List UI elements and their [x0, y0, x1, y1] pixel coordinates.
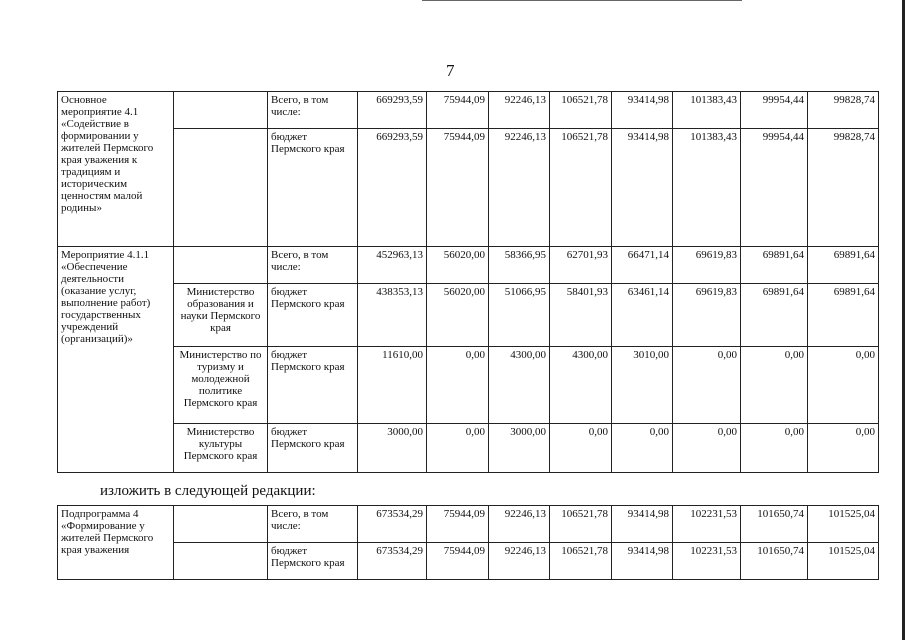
value-cell: 673534,29 — [358, 543, 427, 580]
value-cell: 4300,00 — [489, 347, 550, 424]
value-cell: 99828,74 — [808, 92, 879, 129]
source-cell: бюджет Пермского края — [268, 543, 358, 580]
table-row — [58, 506, 879, 543]
table-row — [58, 247, 879, 284]
subprogram-label: Подпрограмма 4 «Формирование у жителей Пермского края уважения — [58, 506, 174, 580]
value-cell: 102231,53 — [673, 506, 741, 543]
value-cell: 69891,64 — [808, 247, 879, 284]
source-cell: бюджет Пермского края — [268, 129, 358, 247]
source-cell: бюджет Пермского края — [268, 284, 358, 347]
value-cell: 0,00 — [427, 424, 489, 473]
value-cell: 93414,98 — [612, 92, 673, 129]
table-row — [58, 347, 879, 424]
value-cell: 106521,78 — [550, 92, 612, 129]
program-label: Основное мероприятие 4.1 «Содействие в формировании у жителей Пермского края уважения к традициям и историческим ценностям малой родины» — [58, 92, 174, 247]
value-cell: 99954,44 — [741, 129, 808, 247]
value-cell: 673534,29 — [358, 506, 427, 543]
value-cell: 101650,74 — [741, 506, 808, 543]
value-cell: 75944,09 — [427, 129, 489, 247]
org-cell: Министерство по туризму и молодежной политике Пермского края — [174, 347, 268, 424]
table-row — [58, 284, 879, 347]
value-cell: 56020,00 — [427, 247, 489, 284]
org-cell — [174, 543, 268, 580]
value-cell: 106521,78 — [550, 543, 612, 580]
value-cell: 93414,98 — [612, 129, 673, 247]
source-cell: Всего, в том числе: — [268, 506, 358, 543]
value-cell: 56020,00 — [427, 284, 489, 347]
org-cell: Министерство культуры Пермского края — [174, 424, 268, 473]
org-cell — [174, 92, 268, 129]
value-cell: 92246,13 — [489, 129, 550, 247]
value-cell: 3010,00 — [612, 347, 673, 424]
value-cell: 0,00 — [673, 347, 741, 424]
org-cell — [174, 506, 268, 543]
value-cell: 58401,93 — [550, 284, 612, 347]
value-cell: 69891,64 — [741, 284, 808, 347]
source-cell: бюджет Пермского края — [268, 347, 358, 424]
value-cell: 106521,78 — [550, 129, 612, 247]
value-cell: 101525,04 — [808, 543, 879, 580]
value-cell: 669293,59 — [358, 129, 427, 247]
budget-table-old — [57, 91, 879, 473]
table-row — [58, 424, 879, 473]
value-cell: 69619,83 — [673, 284, 741, 347]
table-row — [58, 129, 879, 247]
value-cell: 0,00 — [550, 424, 612, 473]
source-cell: бюджет Пермского края — [268, 424, 358, 473]
value-cell: 0,00 — [741, 424, 808, 473]
value-cell: 102231,53 — [673, 543, 741, 580]
value-cell: 101383,43 — [673, 129, 741, 247]
value-cell: 75944,09 — [427, 92, 489, 129]
value-cell: 438353,13 — [358, 284, 427, 347]
table-row — [58, 543, 879, 580]
value-cell: 101650,74 — [741, 543, 808, 580]
page-number: 7 — [446, 61, 455, 80]
value-cell: 75944,09 — [427, 506, 489, 543]
value-cell: 0,00 — [673, 424, 741, 473]
value-cell: 669293,59 — [358, 92, 427, 129]
value-cell: 452963,13 — [358, 247, 427, 284]
value-cell: 99828,74 — [808, 129, 879, 247]
value-cell: 4300,00 — [550, 347, 612, 424]
value-cell: 0,00 — [808, 347, 879, 424]
value-cell: 66471,14 — [612, 247, 673, 284]
source-cell: Всего, в том числе: — [268, 92, 358, 129]
value-cell: 62701,93 — [550, 247, 612, 284]
value-cell: 0,00 — [612, 424, 673, 473]
activity-label: Мероприятие 4.1.1 «Обеспечение деятельности (оказание услуг, выполнение работ) государственных учреждений (организаций)» — [58, 247, 174, 473]
org-cell — [174, 129, 268, 247]
table-row — [58, 92, 879, 129]
source-cell: Всего, в том числе: — [268, 247, 358, 284]
value-cell: 69891,64 — [741, 247, 808, 284]
value-cell: 101383,43 — [673, 92, 741, 129]
value-cell: 92246,13 — [489, 506, 550, 543]
top-rule — [422, 0, 742, 1]
value-cell: 0,00 — [427, 347, 489, 424]
value-cell: 0,00 — [741, 347, 808, 424]
value-cell: 92246,13 — [489, 543, 550, 580]
value-cell: 11610,00 — [358, 347, 427, 424]
value-cell: 93414,98 — [612, 543, 673, 580]
value-cell: 58366,95 — [489, 247, 550, 284]
value-cell: 92246,13 — [489, 92, 550, 129]
value-cell: 3000,00 — [489, 424, 550, 473]
org-cell: Министерство образования и науки Пермского края — [174, 284, 268, 347]
value-cell: 69619,83 — [673, 247, 741, 284]
budget-table-new — [57, 505, 879, 580]
value-cell: 93414,98 — [612, 506, 673, 543]
value-cell: 106521,78 — [550, 506, 612, 543]
value-cell: 75944,09 — [427, 543, 489, 580]
amendment-heading: изложить в следующей редакции: — [100, 483, 316, 499]
value-cell: 51066,95 — [489, 284, 550, 347]
value-cell: 99954,44 — [741, 92, 808, 129]
value-cell: 3000,00 — [358, 424, 427, 473]
value-cell: 69891,64 — [808, 284, 879, 347]
value-cell: 101525,04 — [808, 506, 879, 543]
value-cell: 63461,14 — [612, 284, 673, 347]
value-cell: 0,00 — [808, 424, 879, 473]
org-cell — [174, 247, 268, 284]
